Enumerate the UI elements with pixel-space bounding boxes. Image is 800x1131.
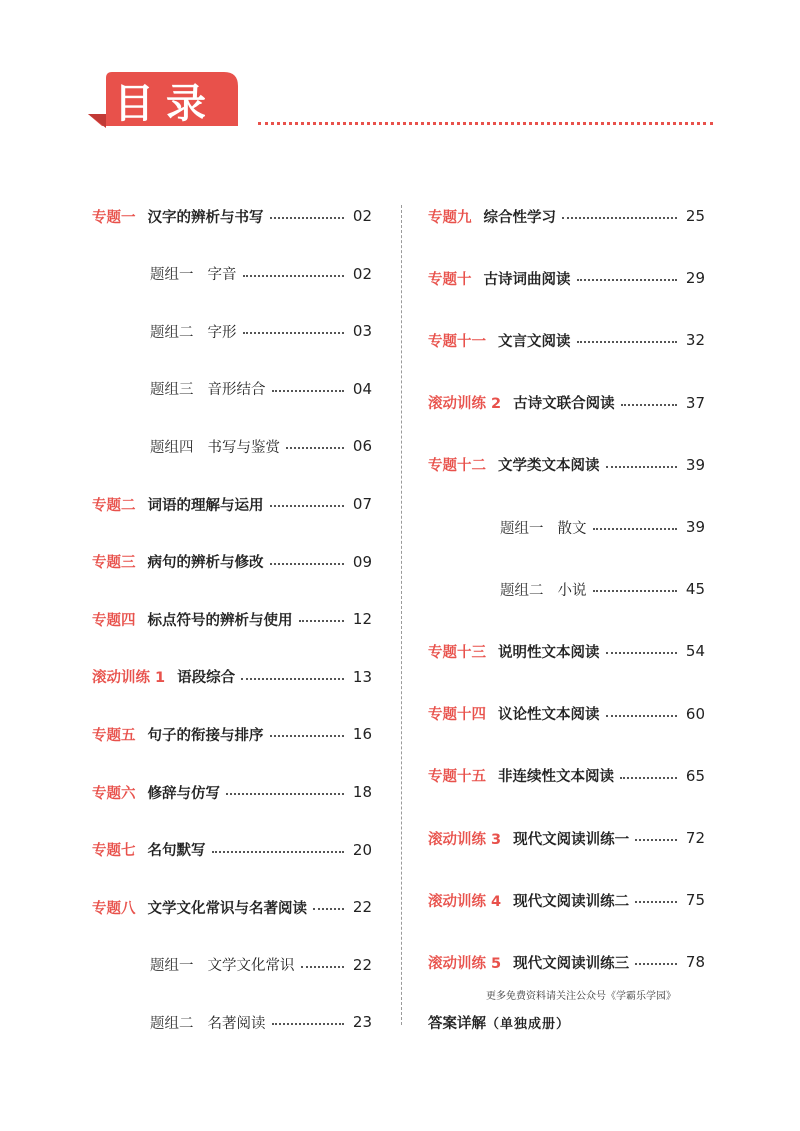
dot-leader xyxy=(593,528,678,530)
toc-entry-title: 书写与鉴赏 xyxy=(207,439,280,456)
toc-header xyxy=(88,70,728,140)
dot-leader xyxy=(606,715,678,717)
toc-topic-label: 专题三 xyxy=(92,555,136,572)
toc-topic-label: 专题七 xyxy=(92,843,136,860)
dot-leader xyxy=(620,777,677,779)
dot-leader xyxy=(635,839,677,841)
toc-topic-label: 专题五 xyxy=(92,727,136,744)
toc-entry[interactable] xyxy=(428,826,705,850)
dot-leader xyxy=(562,217,677,219)
toc-page-number: 25 xyxy=(685,207,705,225)
dot-leader xyxy=(577,279,678,281)
dot-leader xyxy=(270,735,345,737)
toc-entry-title: 非连续性文本阅读 xyxy=(498,769,614,786)
toc-entry-title: 现代文阅读训练三 xyxy=(513,955,630,972)
dot-leader xyxy=(243,275,345,277)
dot-leader xyxy=(226,793,344,795)
toc-entry-title: 古诗文联合阅读 xyxy=(513,396,615,413)
toc-entry[interactable] xyxy=(92,204,372,228)
toc-topic-label: 滚动训练 1 xyxy=(92,670,166,687)
toc-subentry[interactable] xyxy=(500,577,705,601)
toc-entry[interactable] xyxy=(428,328,705,352)
toc-entry[interactable] xyxy=(92,607,372,631)
toc-page-number: 75 xyxy=(685,891,705,910)
toc-page-number: 16 xyxy=(352,725,372,744)
toc-entry-title: 汉字的辨析与书写 xyxy=(147,209,264,226)
toc-entry-title: 古诗词曲阅读 xyxy=(483,271,571,288)
toc-entry-title: 综合性学习 xyxy=(483,209,556,226)
toc-topic-label: 专题十三 xyxy=(428,644,486,661)
toc-entry-title: 文学类文本阅读 xyxy=(498,458,600,475)
toc-topic-label: 专题八 xyxy=(92,900,136,917)
toc-page-number: 09 xyxy=(352,552,372,571)
toc-topic-label: 专题十四 xyxy=(428,707,486,724)
toc-entry[interactable] xyxy=(92,780,372,804)
toc-page-number: 39 xyxy=(685,455,705,474)
toc-entry-title: 名句默写 xyxy=(147,843,206,860)
toc-group-label: 题组四 xyxy=(150,439,194,456)
toc-group-label: 题组一 xyxy=(150,267,194,284)
toc-subentry[interactable] xyxy=(150,319,372,343)
toc-entry[interactable] xyxy=(428,888,705,912)
toc-entry[interactable] xyxy=(92,665,372,689)
toc-page-number: 22 xyxy=(352,955,372,974)
toc-topic-label: 滚动训练 4 xyxy=(428,893,502,910)
toc-page-number: 65 xyxy=(685,766,705,785)
toc-page-number: 02 xyxy=(352,264,372,283)
toc-subentry[interactable] xyxy=(150,953,372,977)
toc-entry-title: 现代文阅读训练一 xyxy=(513,831,630,848)
toc-page-number: 18 xyxy=(352,783,372,801)
toc-entry[interactable] xyxy=(428,266,705,290)
dot-leader xyxy=(272,390,345,392)
toc-topic-label: 专题十五 xyxy=(428,769,486,786)
toc-topic-label: 专题九 xyxy=(428,209,472,226)
toc-page-number: 54 xyxy=(685,642,705,661)
toc-topic-label: 专题十一 xyxy=(428,333,486,350)
dot-leader xyxy=(593,590,678,592)
answer-section xyxy=(428,1012,570,1033)
dot-leader xyxy=(286,447,344,449)
dot-leader xyxy=(270,563,345,565)
toc-entry-title: 现代文阅读训练二 xyxy=(513,893,630,910)
toc-group-label: 题组三 xyxy=(150,382,194,399)
dot-leader xyxy=(270,505,345,507)
toc-entry[interactable] xyxy=(92,492,372,516)
toc-entry[interactable] xyxy=(92,838,372,862)
toc-topic-label: 滚动训练 5 xyxy=(428,955,502,972)
toc-page-number: 07 xyxy=(352,495,372,513)
dot-leader xyxy=(299,620,345,622)
dot-leader xyxy=(606,466,678,468)
toc-group-label: 题组二 xyxy=(150,324,194,341)
toc-entry[interactable] xyxy=(428,391,705,415)
footer-note: 更多免费资料请关注公众号《学霸乐学园》 xyxy=(486,991,676,1002)
toc-page-number: 02 xyxy=(352,207,372,225)
toc-page-number: 03 xyxy=(352,322,372,341)
toc-entry-title: 文学文化常识 xyxy=(207,958,295,975)
toc-subentry[interactable] xyxy=(500,515,705,539)
toc-page-number: 29 xyxy=(685,269,705,288)
toc-page-number: 13 xyxy=(352,667,372,686)
toc-entry-title: 说明性文本阅读 xyxy=(498,644,600,661)
toc-page-number: 37 xyxy=(685,393,705,412)
dot-leader xyxy=(241,678,344,680)
answer-sub: （单独成册） xyxy=(486,1017,571,1032)
toc-entry[interactable] xyxy=(92,895,372,919)
toc-entry-title: 小说 xyxy=(557,582,587,599)
toc-topic-label: 专题十二 xyxy=(428,458,486,475)
toc-subentry[interactable] xyxy=(150,434,372,458)
toc-page-number: 04 xyxy=(352,379,372,398)
toc-entry-title: 标点符号的辨析与使用 xyxy=(147,612,293,629)
toc-entry[interactable] xyxy=(92,550,372,574)
toc-group-label: 题组一 xyxy=(500,520,544,537)
toc-entry-title: 词语的理解与运用 xyxy=(147,497,264,514)
toc-topic-label: 专题六 xyxy=(92,785,136,802)
dot-leader xyxy=(635,963,677,965)
toc-page-number: 06 xyxy=(352,437,372,456)
toc-page-number: 32 xyxy=(685,331,705,350)
toc-entry-title: 音形结合 xyxy=(207,382,266,399)
dot-leader xyxy=(635,901,677,903)
toc-page-number: 20 xyxy=(352,840,372,859)
dot-leader xyxy=(212,851,345,853)
toc-subentry[interactable] xyxy=(150,1010,372,1034)
toc-group-label: 题组一 xyxy=(150,958,194,975)
toc-topic-label: 专题四 xyxy=(92,612,136,629)
dot-leader xyxy=(270,217,345,219)
dot-leader xyxy=(272,1023,345,1025)
toc-topic-label: 专题十 xyxy=(428,271,472,288)
toc-entry-title: 修辞与仿写 xyxy=(147,785,220,802)
toc-entry-title: 名著阅读 xyxy=(207,1015,266,1032)
toc-entry-title: 句子的衔接与排序 xyxy=(147,727,264,744)
toc-entry-title: 文言文阅读 xyxy=(498,333,571,350)
dot-leader xyxy=(577,341,678,343)
toc-entry-title: 议论性文本阅读 xyxy=(498,707,600,724)
toc-topic-label: 滚动训练 3 xyxy=(428,831,502,848)
toc-page-number: 23 xyxy=(352,1013,372,1032)
toc-entry[interactable] xyxy=(428,453,705,477)
toc-page-number: 72 xyxy=(685,829,705,847)
answer-label: 答案详解 xyxy=(428,1016,486,1032)
toc-page-number: 78 xyxy=(685,953,705,972)
toc-entry-title: 字音 xyxy=(207,267,237,284)
toc-subentry[interactable] xyxy=(150,262,372,286)
toc-entry[interactable] xyxy=(428,639,705,663)
toc-entry[interactable] xyxy=(92,722,372,746)
toc-entry[interactable] xyxy=(428,764,705,788)
toc-group-label: 题组二 xyxy=(500,582,544,599)
header-dotted-rule xyxy=(258,122,713,125)
toc-entry[interactable] xyxy=(428,950,705,974)
dot-leader xyxy=(243,332,345,334)
toc-page-number: 45 xyxy=(685,580,705,599)
dot-leader xyxy=(301,966,345,968)
toc-page-number: 60 xyxy=(685,704,705,723)
toc-entry-title: 散文 xyxy=(557,520,587,537)
dot-leader xyxy=(621,404,677,406)
toc-group-label: 题组二 xyxy=(150,1015,194,1032)
dot-leader xyxy=(313,908,344,910)
toc-entry-title: 文学文化常识与名著阅读 xyxy=(147,900,307,917)
toc-subentry[interactable] xyxy=(150,377,372,401)
dot-leader xyxy=(606,652,678,654)
toc-page-number: 22 xyxy=(352,898,372,917)
toc-topic-label: 专题一 xyxy=(92,209,136,226)
toc-page-number: 39 xyxy=(685,518,705,536)
toc-entry-title: 病句的辨析与修改 xyxy=(147,555,264,572)
toc-page-number: 12 xyxy=(352,610,372,629)
toc-entry-title: 语段综合 xyxy=(177,670,236,687)
page-title: 目录 xyxy=(114,81,218,127)
toc-topic-label: 专题二 xyxy=(92,497,136,514)
toc-entry[interactable] xyxy=(428,204,705,228)
toc-entry-title: 字形 xyxy=(207,324,237,341)
toc-topic-label: 滚动训练 2 xyxy=(428,396,502,413)
toc-entry[interactable] xyxy=(428,702,705,726)
column-separator xyxy=(401,205,402,1025)
